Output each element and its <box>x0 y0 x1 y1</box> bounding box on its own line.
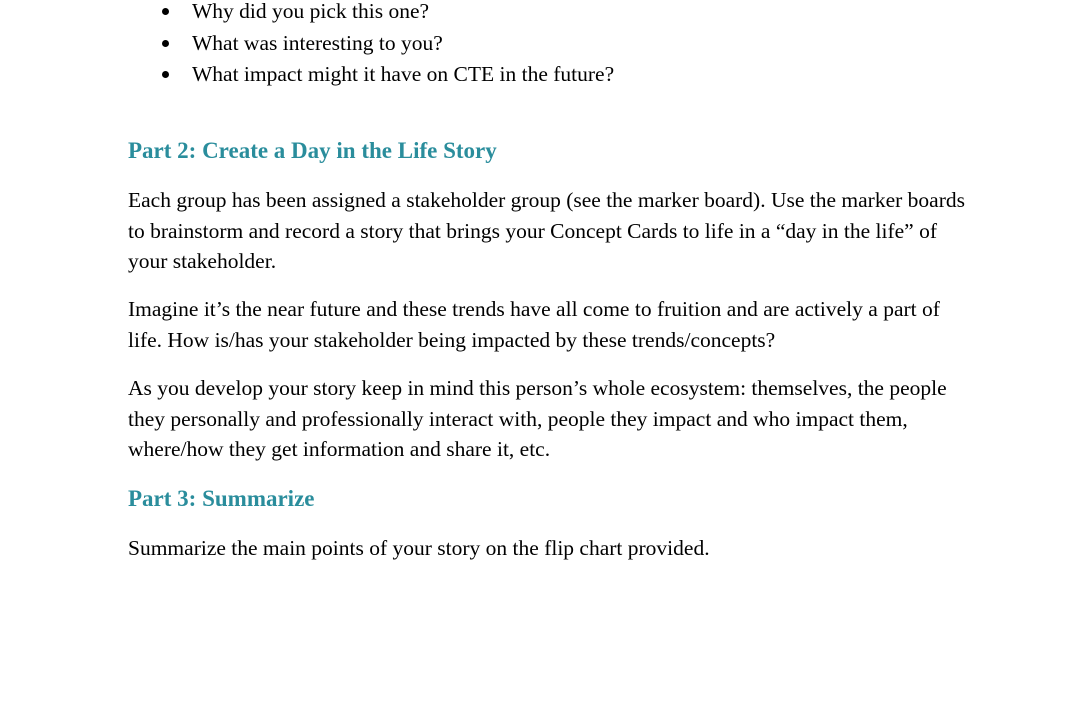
list-item-text: What impact might it have on CTE in the future? <box>192 62 615 86</box>
part2-paragraph-2: Imagine it’s the near future and these trends have all come to fruition and are actively a part of life. How is/has your stakeholder being impacted by these trends/concepts? <box>128 297 940 352</box>
list-item-text: What was interesting to you? <box>192 30 443 55</box>
part3-paragraph: Summarize the main points of your story on the flip chart provided. <box>128 536 710 560</box>
list-item <box>160 0 614 28</box>
list-item-text: Why did you pick this one? <box>192 0 430 23</box>
question-list <box>160 0 614 91</box>
part2-heading: Part 2: Create a Day in the Life Story <box>128 138 497 163</box>
part2-paragraph-1: Each group has been assigned a stakeholder group (see the marker board). Use the marker boards to brainstorm and record a story that brings your Concept Cards to life in a “day in the life” of your stakeholder. <box>128 188 965 273</box>
list-item <box>160 28 614 60</box>
list-item <box>160 59 614 91</box>
bullet-icon <box>162 40 169 47</box>
bullet-icon <box>162 71 169 78</box>
bullet-icon <box>162 8 169 15</box>
part2-paragraph-3: As you develop your story keep in mind this person’s whole ecosystem: themselves, the people they personally and professionally interact with, people they impact and who impact them, where/how they get information and share it, etc. <box>128 376 947 461</box>
part3-heading: Part 3: Summarize <box>128 486 315 511</box>
